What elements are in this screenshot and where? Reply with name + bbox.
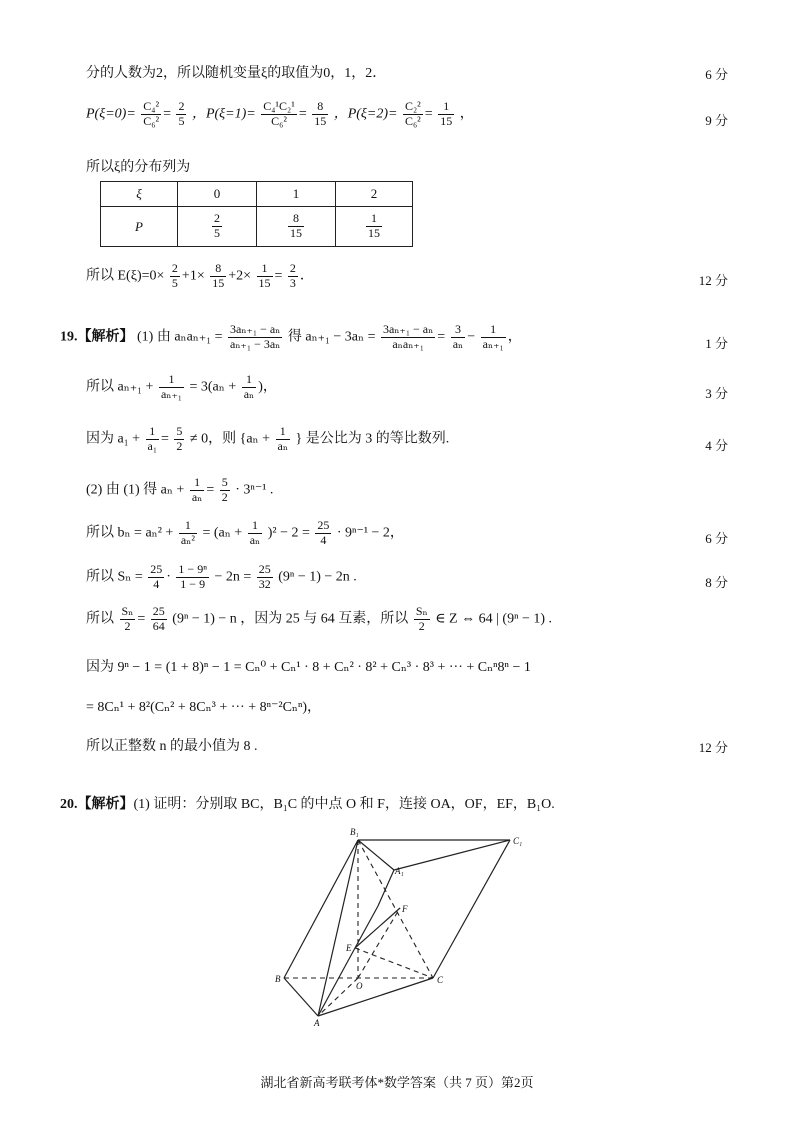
q20-line-1: 20.【解析】(1) 证明：分别取 BC，B₁C 的中点 O 和 F，连接 OA，OF，EF，B₁O. — [60, 797, 555, 812]
edge-ec-hidden — [355, 948, 433, 978]
probability-line: P(ξ=0)= $\frac{\text{C₄²}}{\text{C₆²}}$ = $\frac{2}{5}$ ，P(ξ=1)= $\frac{\text{C₄¹C₂¹}}{\text{C₆²}}$ = $\frac{8}{15}$ ，P(ξ=2)= $\frac{\text{C₂²}}{\text{C₆²}}$ = $\frac{1}{15}$ ， — [86, 99, 474, 128]
label-a: A — [314, 1018, 320, 1028]
table-cell: ξ — [101, 182, 178, 207]
score-12b: 12 分 — [698, 740, 728, 755]
edge-b1a — [318, 840, 358, 1016]
q19-line-5: 所以 bₙ = aₙ² + $\frac{1}{\text{aₙ²}}$ = (aₙ + $\frac{1}{\text{aₙ}}$ )² − 2 = $\frac{25}{4}$ · 9ⁿ⁻¹ − 2， — [86, 518, 404, 547]
table-cell: P — [101, 207, 178, 247]
dist-intro: 所以ξ的分布列为 — [86, 160, 191, 175]
score-8: 8 分 — [705, 575, 728, 590]
q19-line-3: 因为 a₁ + $\frac{1}{\text{a₁}}$ = $\frac{5}{2}$ ≠ 0，则 {aₙ + $\frac{1}{\text{aₙ}}$ } 是公比为 3 的等比数列. — [86, 424, 450, 453]
label-o: O — [356, 981, 363, 991]
label-c1: C₁ — [513, 836, 523, 846]
table-cell: $\frac{1}{15}$ — [336, 207, 413, 247]
edge-b1c-hidden — [358, 840, 433, 978]
text-line-1: 分的人数为2，所以随机变量ξ的取值为0，1，2． — [86, 66, 387, 81]
edge-of-hidden — [358, 908, 400, 978]
q20-label: 20.【解析】 — [60, 797, 134, 812]
edge-c1c — [433, 840, 510, 978]
table-cell: $\frac{8}{15}$ — [257, 207, 336, 247]
score-6b: 6 分 — [705, 531, 728, 546]
label-a1: A₁ — [395, 866, 404, 876]
edge-b1a1 — [358, 840, 394, 870]
q19-line-7: 所以 $\frac{\text{Sₙ}}{2}$ = $\frac{25}{64}$ (9ⁿ − 1) − n ，因为 25 与 64 互素，所以 $\frac{\text{Sₙ}}{2}$ ∈ Z ⇔ 64 | (9ⁿ − 1) . — [86, 604, 553, 633]
edge-ef — [355, 908, 400, 948]
q19-line-2: 所以 aₙ₊₁ + $\frac{1}{\text{aₙ₊₁}}$ = 3(aₙ + $\frac{1}{\text{aₙ}}$ )， — [86, 372, 277, 401]
table-row — [101, 182, 413, 207]
expectation-line: 所以 E(ξ)=0× $\frac{2}{5}$ +1× $\frac{8}{15}$ +2× $\frac{1}{15}$ = $\frac{2}{3}$ ． — [86, 261, 314, 290]
table-row — [101, 207, 413, 247]
q19-line-6: 所以 Sₙ = $\frac{25}{4}$ · $\frac{\text{1 − 9ⁿ}}{1 - 9}$ − 2n = $\frac{25}{32}$ (9ⁿ − 1) − 2n . — [86, 562, 357, 591]
q19-line-9: = 8Cₙ¹ + 8²(Cₙ² + 8Cₙ³ + ··· + 8ⁿ⁻²Cₙⁿ)， — [86, 700, 322, 715]
edge-a1-down — [378, 870, 394, 906]
label-f: F — [402, 904, 408, 914]
label-e: E — [346, 943, 352, 953]
distribution-table — [100, 181, 413, 247]
table-cell: 1 — [257, 182, 336, 207]
edge-b1b — [284, 840, 358, 978]
label-c: C — [437, 975, 444, 985]
q19-label: 19.【解析】 — [60, 329, 134, 345]
score-4: 4 分 — [705, 438, 728, 453]
q19-line-1: 19.【解析】 (1) 由 aₙaₙ₊₁ = $\frac{\text{3aₙ₊₁ − aₙ}}{\text{aₙ₊₁ − 3aₙ}}$ 得 aₙ₊₁ − 3aₙ = $\frac{\text{3aₙ₊₁ − aₙ}}{\text{aₙaₙ₊₁}}$ = $\frac{3}{\text{aₙ}}$ − $\frac{1}{\text{aₙ₊₁}}$ ， — [60, 322, 522, 351]
edge-oa-hidden — [318, 978, 358, 1016]
edge-a1c1 — [394, 840, 510, 870]
q19-line-4: (2) 由 (1) 得 aₙ + $\frac{1}{\text{aₙ}}$ = $\frac{5}{2}$ · 3ⁿ⁻¹ . — [86, 475, 274, 504]
table-cell: 0 — [178, 182, 257, 207]
q19-line-8: 因为 9ⁿ − 1 = (1 + 8)ⁿ − 1 = Cₙ⁰ + Cₙ¹ · 8 + Cₙ² · 8² + Cₙ³ · 8³ + ··· + Cₙⁿ8ⁿ − 1 — [86, 660, 531, 675]
score-3: 3 分 — [705, 386, 728, 401]
page-footer: 湖北省新高考联考体*数学答案（共 7 页）第2页 — [260, 1075, 534, 1090]
label-b1: B₁ — [350, 827, 359, 837]
score-1: 1 分 — [705, 336, 728, 351]
edge-ba — [284, 978, 318, 1016]
score-9: 9 分 — [705, 113, 728, 128]
prism-figure — [0, 820, 794, 1060]
table-cell: $\frac{2}{5}$ — [178, 207, 257, 247]
table-cell: 2 — [336, 182, 413, 207]
score-6: 6 分 — [705, 67, 728, 82]
score-12: 12 分 — [698, 273, 728, 288]
label-b: B — [275, 974, 281, 984]
q19-line-10: 所以正整数 n 的最小值为 8 . — [86, 739, 258, 754]
